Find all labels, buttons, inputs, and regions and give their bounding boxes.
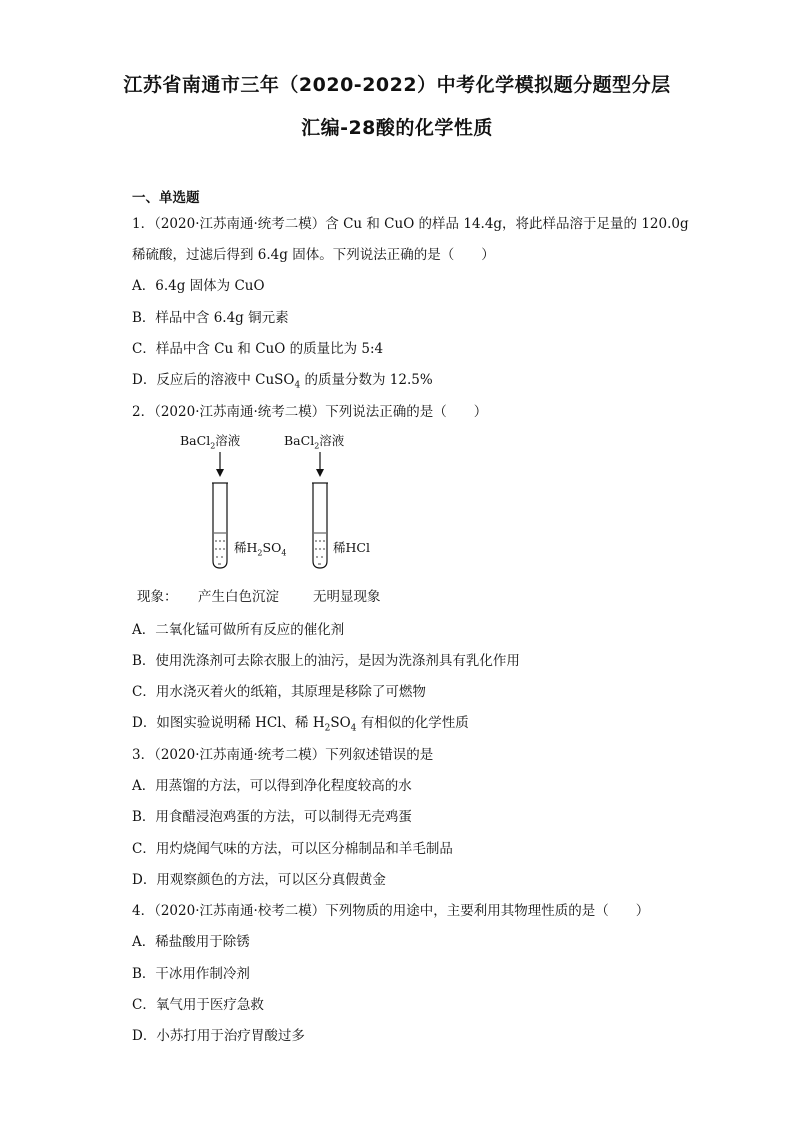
- q1-stem-line-1: 1．（2020·江苏南通·统考二模）含 Cu 和 CuO 的样品 14.4g，将此样品溶于足量的 120.0g: [132, 216, 689, 232]
- right-reagent-label: BaCl$_2$溶液: [284, 433, 345, 451]
- phenomenon-left: 产生白色沉淀: [198, 589, 279, 605]
- left-tube-label: 稀$H_2SO_4$: [234, 540, 287, 558]
- q1-option-a: A．6.4g 固体为 CuO: [132, 278, 265, 294]
- right-tube-label: 稀HCl: [333, 540, 370, 555]
- document-title-line-1: 江苏省南通市三年（2020-2022）中考化学模拟题分题型分层: [123, 74, 671, 96]
- left-arrow-icon: [216, 452, 224, 477]
- document-title-line-2: 汇编-28酸的化学性质: [301, 117, 493, 139]
- q4-option-b: B．干冰用作制冷剂: [132, 966, 250, 982]
- q3-option-a: A．用蒸馏的方法，可以得到净化程度较高的水: [132, 778, 412, 794]
- q2-option-d: D．如图实验说明稀 HCl、稀 $H_2SO_4$ 有相似的化学性质: [132, 715, 469, 734]
- q2-stem: 2．（2020·江苏南通·统考二模）下列说法正确的是（ ）: [132, 404, 488, 420]
- left-reagent-label: BaCl$_2$溶液: [180, 433, 241, 451]
- phenomenon-label: 现象：: [137, 589, 178, 605]
- q3-option-d: D．用观察颜色的方法，可以区分真假黄金: [132, 872, 386, 888]
- q1-stem-line-2: 稀硫酸，过滤后得到 6.4g 固体。下列说法正确的是（ ）: [132, 247, 495, 263]
- q3-option-c: C．用灼烧闻气味的方法，可以区分棉制品和羊毛制品: [132, 841, 453, 857]
- q3-stem: 3．（2020·江苏南通·统考二模）下列叙述错误的是: [132, 747, 434, 763]
- q4-stem: 4．（2020·江苏南通·校考二模）下列物质的用途中，主要利用其物理性质的是（ ）: [132, 903, 650, 919]
- q1-option-d: D．反应后的溶液中 CuSO$_4$ 的质量分数为 12.5%: [132, 372, 433, 391]
- q2-option-a: A．二氧化锰可做所有反应的催化剂: [132, 622, 345, 638]
- test-tube-figure: [150, 425, 410, 605]
- q1-option-c: C．样品中含 Cu 和 CuO 的质量比为 5:4: [132, 341, 384, 357]
- q4-option-d: D．小苏打用于治疗胃酸过多: [132, 1028, 305, 1044]
- q1-option-b: B．样品中含 6.4g 铜元素: [132, 310, 289, 326]
- q3-option-b: B．用食醋浸泡鸡蛋的方法，可以制得无壳鸡蛋: [132, 809, 412, 825]
- right-arrow-icon: [316, 452, 324, 477]
- q4-option-a: A．稀盐酸用于除锈: [132, 934, 250, 950]
- q2-option-b: B．使用洗涤剂可去除衣服上的油污，是因为洗涤剂具有乳化作用: [132, 653, 520, 669]
- q4-option-c: C．氧气用于医疗急救: [132, 997, 264, 1013]
- section-heading: 一、单选题: [132, 190, 200, 206]
- right-test-tube-icon: [312, 483, 328, 568]
- q2-option-c: C．用水浇灭着火的纸箱，其原理是移除了可燃物: [132, 684, 426, 700]
- left-test-tube-icon: [212, 483, 228, 568]
- phenomenon-right: 无明显现象: [313, 589, 381, 605]
